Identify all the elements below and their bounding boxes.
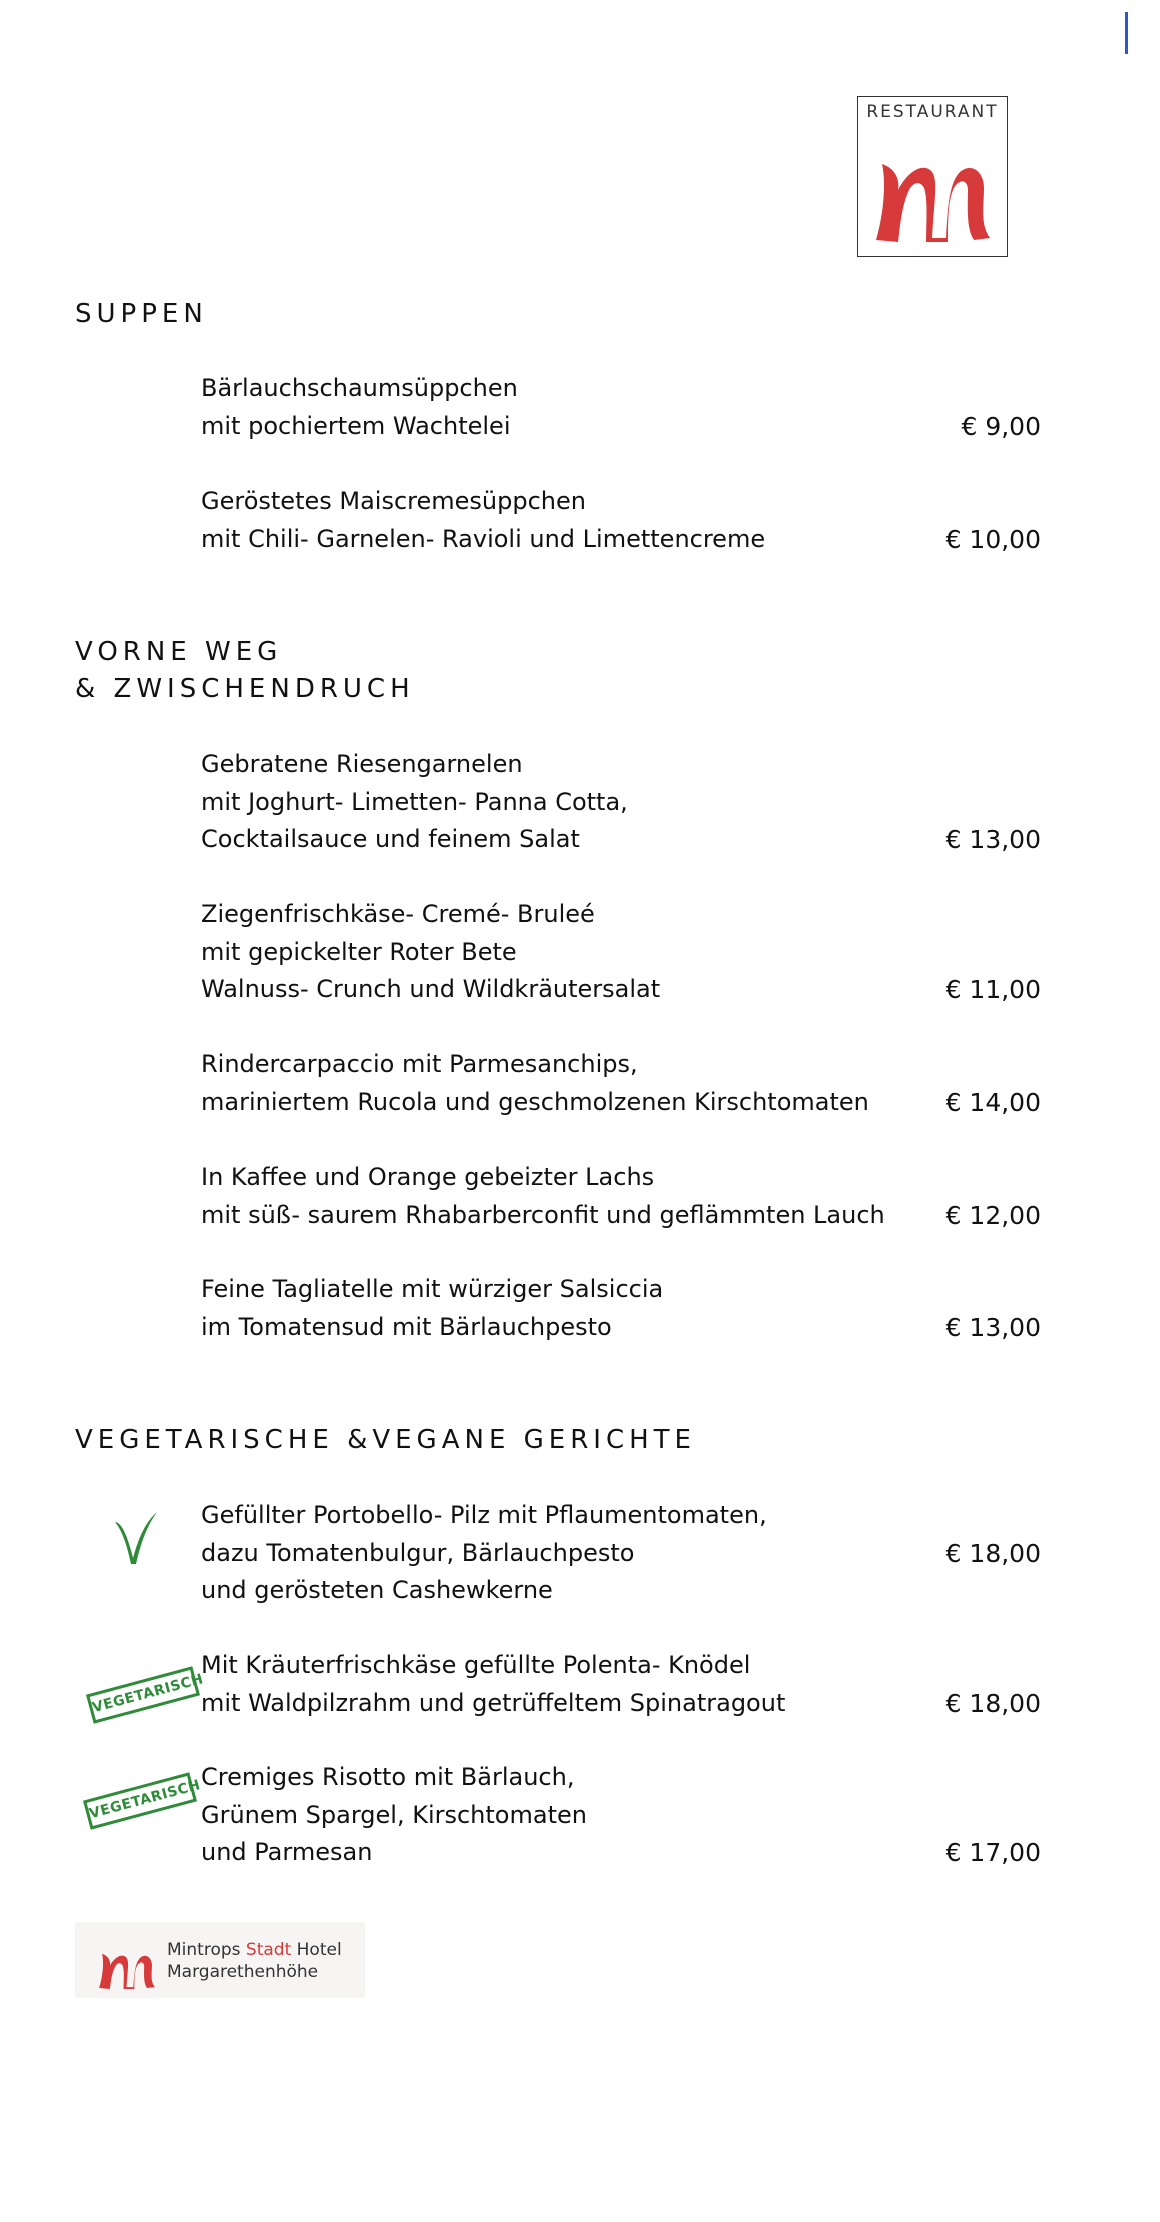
menu-item xyxy=(201,483,1041,558)
menu-item xyxy=(201,1159,1041,1234)
menu-item xyxy=(201,1647,1041,1722)
menu-item xyxy=(201,1497,1041,1610)
dish-line: mit süß- saurem Rhabarberconfit und geflämmten Lauch xyxy=(201,1200,885,1229)
vegetarisch-stamp: VEGETARISCH xyxy=(86,1666,200,1723)
restaurant-logo xyxy=(857,96,1008,257)
hotel-name-line2: Margarethenhöhe xyxy=(167,1962,319,1982)
section-title-vegetarisch: VEGETARISCHE &VEGANE GERICHTE xyxy=(75,1425,696,1455)
logo-word: RESTAURANT xyxy=(866,102,999,122)
dish-line: Gefüllter Portobello- Pilz mit Pflaumentomaten, xyxy=(201,1501,767,1529)
dish-line: dazu Tomatenbulgur, Bärlauchpesto xyxy=(201,1538,635,1567)
section-title-suppen: SUPPEN xyxy=(75,299,208,329)
dish-line: und Parmesan xyxy=(201,1838,373,1866)
vegan-leaf-icon xyxy=(111,1508,161,1568)
dish-line: im Tomatensud mit Bärlauchpesto xyxy=(201,1312,612,1341)
dish-price: € 17,00 xyxy=(945,1838,1041,1867)
dish-line: mariniertem Rucola und geschmolzenen Kirschtomaten xyxy=(201,1087,869,1116)
hotel-name-red: Stadt xyxy=(245,1940,292,1960)
dish-price: € 14,00 xyxy=(945,1087,1041,1117)
dish-line: Cocktailsauce und feinem Salat xyxy=(201,825,580,853)
menu-item xyxy=(201,1271,1041,1346)
menu-item xyxy=(201,896,1041,1009)
red-m-monogram-icon xyxy=(95,1944,159,1990)
dish-line: und gerösteten Cashewkerne xyxy=(201,1576,553,1604)
dish-line: mit pochiertem Wachtelei xyxy=(201,411,511,440)
dish-price: € 13,00 xyxy=(945,825,1041,854)
dish-line: In Kaffee und Orange gebeizter Lachs xyxy=(201,1163,655,1191)
dish-line: Geröstetes Maiscremesüppchen xyxy=(201,487,586,515)
hotel-name-part: Hotel xyxy=(291,1940,342,1960)
dish-line: Cremiges Risotto mit Bärlauch, xyxy=(201,1763,575,1791)
dish-line: Ziegenfrischkäse- Cremé- Bruleé xyxy=(201,900,595,928)
dish-line: mit gepickelter Roter Bete xyxy=(201,937,517,966)
dish-line: Gebratene Riesengarnelen xyxy=(201,750,523,778)
dish-price: € 13,00 xyxy=(945,1312,1041,1342)
dish-line: Bärlauchschaumsüppchen xyxy=(201,374,518,402)
dish-line: Mit Kräuterfrischkäse gefüllte Polenta- Knödel xyxy=(201,1651,751,1679)
section-title-line: VORNE WEG xyxy=(75,637,283,667)
section-title-line: & ZWISCHENDRUCH xyxy=(75,674,415,704)
dish-line: Grünem Spargel, Kirschtomaten xyxy=(201,1800,587,1829)
edge-marker xyxy=(1125,12,1128,54)
dish-line: mit Chili- Garnelen- Ravioli und Limettencreme xyxy=(201,524,766,553)
dish-line: Walnuss- Crunch und Wildkräutersalat xyxy=(201,975,661,1003)
menu-item xyxy=(201,746,1041,859)
menu-item xyxy=(201,1759,1041,1872)
hotel-logo xyxy=(75,1922,365,1998)
dish-price: € 9,00 xyxy=(961,411,1041,441)
dish-price: € 18,00 xyxy=(945,1538,1041,1568)
dish-price: € 11,00 xyxy=(945,975,1041,1004)
section-title-vorneweg xyxy=(75,634,415,708)
vegetarisch-stamp: VEGETARISCH xyxy=(83,1772,197,1829)
dish-line: Rindercarpaccio mit Parmesanchips, xyxy=(201,1050,638,1078)
menu-item xyxy=(201,370,1041,445)
dish-price: € 12,00 xyxy=(945,1200,1041,1230)
dish-line: mit Waldpilzrahm und getrüffeltem Spinatragout xyxy=(201,1688,786,1717)
dish-line: Feine Tagliatelle mit würziger Salsiccia xyxy=(201,1275,664,1303)
hotel-name-part: Mintrops xyxy=(167,1940,246,1960)
hotel-name xyxy=(167,1939,342,1983)
dish-price: € 10,00 xyxy=(945,524,1041,554)
red-m-monogram-icon xyxy=(868,142,998,248)
menu-item xyxy=(201,1046,1041,1121)
dish-price: € 18,00 xyxy=(945,1688,1041,1718)
dish-line: mit Joghurt- Limetten- Panna Cotta, xyxy=(201,787,628,816)
